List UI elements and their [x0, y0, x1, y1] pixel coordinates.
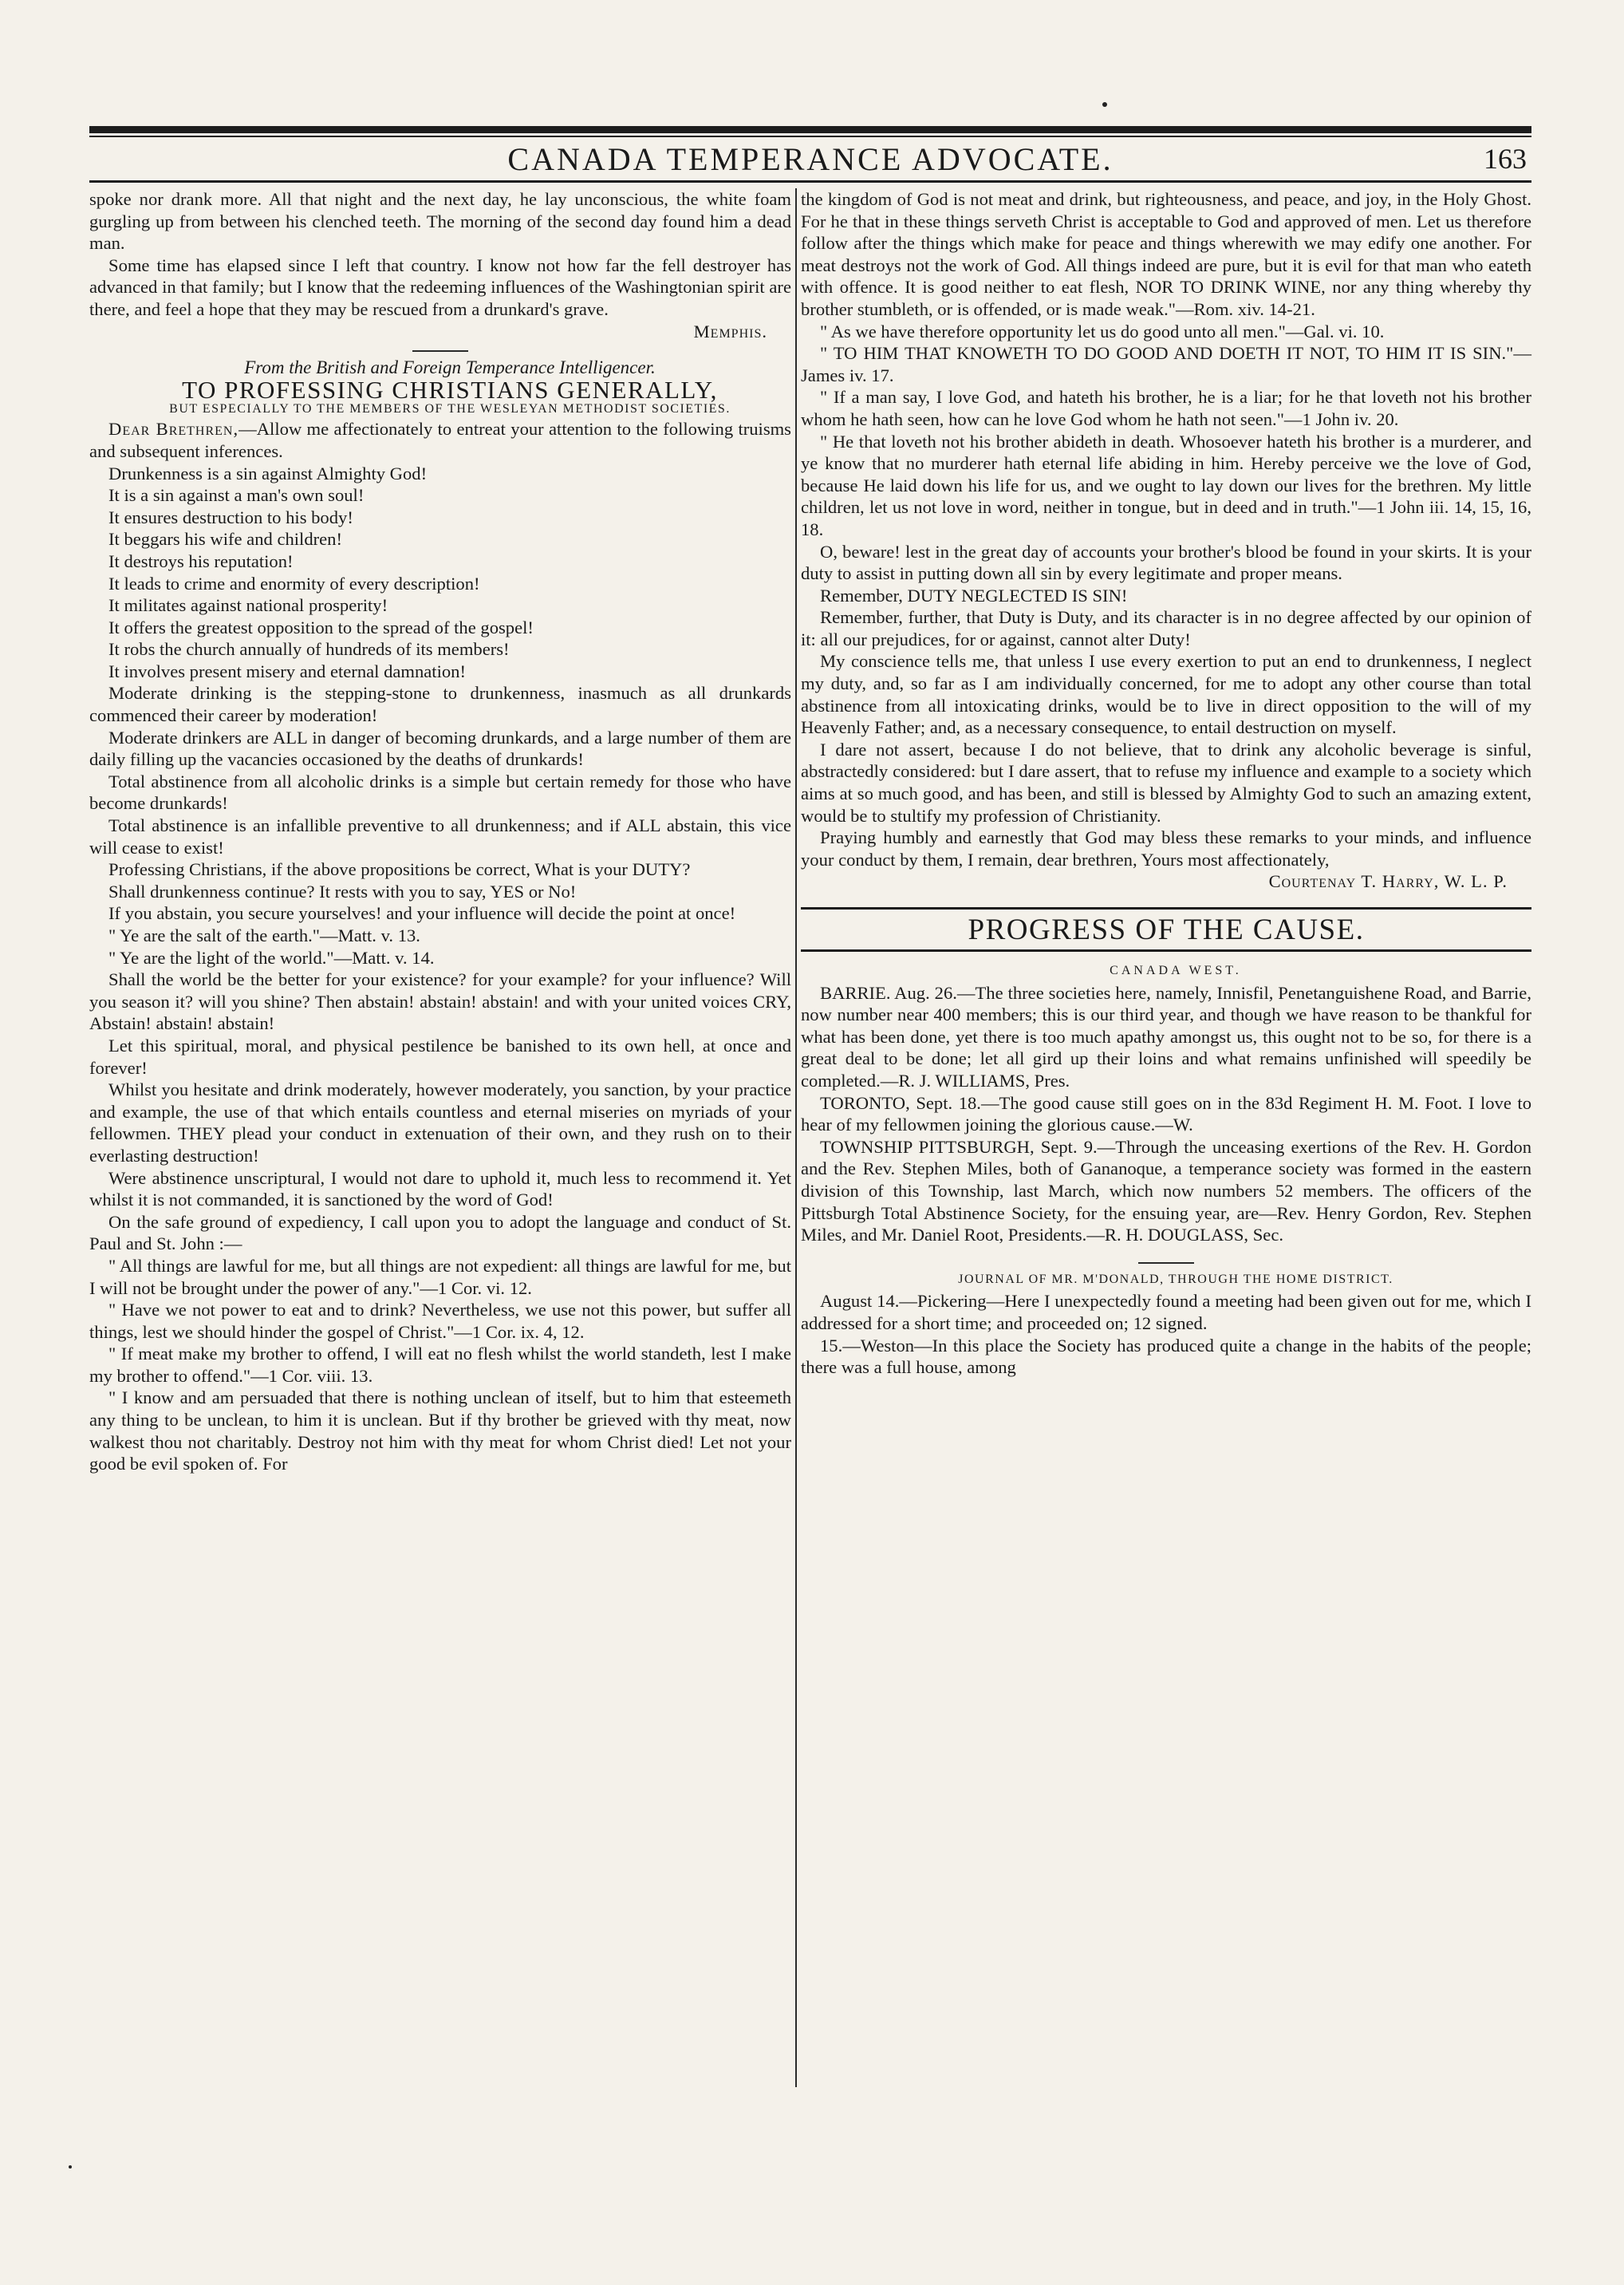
salutation-text: —Allow me affectionately to entreat your attention to the following truisms and subsequent inferences.	[89, 419, 791, 461]
salutation	[89, 418, 791, 462]
scripture-quote: " If meat make my brother to offend, I will eat no flesh whilst the world standeth, lest I make my brother to offend."—1 Cor. viii. 13.	[89, 1344, 791, 1386]
article-paragraph: Total abstinence is an infallible preventive to all drunkenness; and if ALL abstain, this vice will cease to exist!	[89, 815, 791, 858]
scripture-quote: " He that loveth not his brother abideth in death. Whosoever hateth his brother is a murderer, and ye know that no murderer hath eternal life abiding in him. Hereby perceive we the love of God, because He laid down his life for us, and we ought to lay down our lives for the brethren. My little children, let us not love in word, neither in tongue, but in deed and in truth."—1 John iii. 14, 15, 16, 18.	[801, 431, 1531, 539]
journal-heading: JOURNAL OF MR. M'DONALD, THROUGH THE HOME DISTRICT.	[958, 1272, 1393, 1286]
truism-item: It beggars his wife and children!	[108, 529, 342, 550]
article-paragraph: Whilst you hesitate and drink moderately, however moderately, you sanction, by your practice and example, the use of that which entails countless and eternal miseries on myriads of your fellowmen. THEY plead your conduct in extenuation of their own, and they rush on to their everlasting destruction!	[89, 1079, 791, 1166]
article-paragraph: If you abstain, you secure yourselves! and your influence will decide the point at once!	[108, 903, 736, 924]
report-paragraph: TORONTO, Sept. 18.—The good cause still goes on in the 83d Regiment H. M. Foot. I love to hear of my fellowmen joining the glorious cause.—W.	[801, 1092, 1531, 1135]
truism-item: It destroys his reputation!	[108, 551, 294, 571]
article-paragraph: Shall drunkenness continue? It rests with you to say, YES or No!	[108, 881, 577, 902]
masthead-rule	[89, 180, 1531, 183]
article-paragraph: Let this spiritual, moral, and physical pestilence be banished to its own hell, at once and forever!	[89, 1035, 791, 1078]
scripture-quote: " As we have therefore opportunity let us do good unto all men."—Gal. vi. 10.	[820, 321, 1385, 341]
article-paragraph: On the safe ground of expediency, I call upon you to adopt the language and conduct of St. Paul and St. John :—	[89, 1211, 791, 1254]
letter-signature: Courtenay T. Harry, W. L. P.	[1268, 871, 1508, 892]
article-paragraph: Moderate drinkers are ALL in danger of becoming drunkards, and a large number of them are daily filling up the vacancies occasioned by the deaths of drunkards!	[89, 727, 791, 770]
report-paragraph: BARRIE. Aug. 26.—The three societies here, namely, Innisfil, Penetanguishene Road, and Barrie, now number near 400 members; this is our third year, and though we have reason to be thankful for what has been done, yet there is too much apathy amongst us, this ought not to be so, for there is a great deal to be done; let all gird up their loins and what remains unfinished will speedily be completed.—R. J. WILLIAMS, Pres.	[801, 982, 1531, 1091]
scripture-quote: " All things are lawful for me, but all things are not expedient: all things are lawful for me, but I will not be brought under the power of any."—1 Cor. vi. 12.	[89, 1255, 791, 1298]
scripture-quote: " Have we not power to eat and to drink? Nevertheless, we use not this power, but suffer all things, lest we should hinder the gospel of Christ."—1 Cor. ix. 4, 12.	[89, 1300, 791, 1342]
journal-entry: August 14.—Pickering—Here I unexpectedly found a meeting had been given out for me, which I addressed for a short time; and proceeded on; 12 signed.	[801, 1291, 1531, 1333]
article-paragraph: O, beware! lest in the great day of accounts your brother's blood be found in your skirts. It is your duty to assist in putting down all sin by every legitimate and proper means.	[801, 541, 1531, 584]
article-paragraph: Shall the world be the better for your existence? for your example? for your influence? Will you season it? will you shine? Then abstain! abstain! abstain! and with your united voices CRY, Abstain! abstain! abstain!	[89, 969, 791, 1034]
truism-item: It is a sin against a man's own soul!	[108, 485, 365, 506]
journal-entry: 15.—Weston—In this place the Society has produced quite a change in the habits of the people; there was a full house, among	[801, 1335, 1531, 1378]
truism-item: It offers the greatest opposition to the spread of the gospel!	[108, 617, 534, 637]
article-signature: Memphis.	[693, 321, 767, 341]
article-source: From the British and Foreign Temperance Intelligencer.	[244, 357, 656, 378]
ink-speck	[1102, 102, 1107, 107]
scripture-quote: the kingdom of God is not meat and drink, but righteousness, and peace, and joy, in the Holy Ghost. For he that in these things serveth Christ is acceptable to God and approved of men. Let us therefore follow after the things which make for peace and things wherewith we may edify one another. For meat destroys not the work of God. All things indeed are pure, but it is evil for that man who eateth with offence. It is good neither to eat flesh, NOR TO DRINK WINE, nor any thing whereby thy brother stumbleth, or is offended, or is made weak."—Rom. xiv. 14-21.	[801, 189, 1531, 319]
article-paragraph: Some time has elapsed since I left that country. I know not how far the fell destroyer has advanced in that family; but I know that the redeeming influences of the Washingtonian spirit are there, and feel a hope that they may be rescued from a drunkard's grave.	[89, 255, 791, 319]
article-paragraph: Praying humbly and earnestly that God may bless these remarks to your minds, and influence your conduct by them, I remain, dear brethren, Yours most affectionately,	[801, 827, 1531, 870]
scripture-quote: " I know and am persuaded that there is nothing unclean of itself, but to him that esteemeth any thing to be unclean, to him it is unclean. But if thy brother be grieved with thy meat, now walkest thou not charitably. Destroy not him with thy meat for whom Christ died! Let not your good be evil spoken of. For	[89, 1387, 791, 1474]
truism-item: It involves present misery and eternal damnation!	[108, 661, 466, 681]
truism-item: It robs the church annually of hundreds of its members!	[108, 639, 510, 660]
page-number: 163	[1484, 143, 1527, 175]
right-column	[801, 188, 1531, 1379]
report-paragraph: TOWNSHIP PITTSBURGH, Sept. 9.—Through the unceasing exertions of the Rev. H. Gordon and the Rev. Stephen Miles, both of Gananoque, a temperance society was formed in the eastern division of this Township, last March, which now numbers 52 members. The officers of the Pittsburgh Total Abstinence Society, for the ensuing year, are—Rev. Henry Gordon, Rev. Stephen Miles, and Mr. Daniel Root, Presidents.—R. H. DOUGLASS, Sec.	[801, 1136, 1531, 1245]
masthead	[89, 137, 1531, 179]
truism-list	[89, 463, 791, 683]
article-continuation: spoke nor drank more. All that night and the next day, he lay unconscious, the white foam gurgling up from between his clenched teeth. The morning of the second day found him a dead man.	[89, 189, 791, 254]
section-title: PROGRESS OF THE CAUSE.	[801, 907, 1531, 952]
truism-item: Drunkenness is a sin against Almighty God!	[108, 463, 428, 483]
scripture-quote: " If a man say, I love God, and hateth his brother, he is a liar; for he that loveth not his brother whom he hath seen, how can he love God whom he hath not seen."—1 John iv. 20.	[801, 387, 1531, 429]
article-paragraph: Remember, DUTY NEGLECTED IS SIN!	[820, 585, 1128, 606]
article-paragraph: I dare not assert, because I do not believe, that to drink any alcoholic beverage is sinful, abstractedly considered: but I dare assert, that to refuse my influence and example to a society which aims at so much good, and has been, and still is blessed by Almighty God to such an amazing extent, would be to stultify my profession of Christianity.	[801, 739, 1531, 826]
salutation-name: Dear Brethren,	[108, 419, 239, 440]
scripture-quote: " Ye are the light of the world."—Matt. v. 14.	[108, 947, 435, 968]
region-heading: CANADA WEST.	[1110, 964, 1242, 977]
scripture-quote: " Ye are the salt of the earth."—Matt. v. 13.	[108, 925, 420, 945]
article-paragraph: Moderate drinking is the stepping-stone to drunkenness, inasmuch as all drunkards commenced their career by moderation!	[89, 683, 791, 726]
masthead-title: CANADA TEMPERANCE ADVOCATE.	[507, 141, 1114, 177]
top-rule	[89, 126, 1531, 133]
column-divider	[795, 188, 797, 2087]
truism-item: It leads to crime and enormity of every description!	[108, 573, 480, 594]
divider-rule	[412, 350, 468, 352]
scripture-quote: " TO HIM THAT KNOWETH TO DO GOOD AND DOETH IT NOT, TO HIM IT IS SIN."—James iv. 17.	[801, 343, 1531, 385]
left-column	[89, 188, 791, 1475]
article-heading: TO PROFESSING CHRISTIANS GENERALLY,	[182, 375, 718, 404]
article-paragraph: Remember, further, that Duty is Duty, and its character is in no degree affected by our opinion of it: all our prejudices, for or against, cannot alter Duty!	[801, 607, 1531, 649]
truism-item: It ensures destruction to his body!	[108, 507, 353, 527]
divider-rule	[1138, 1262, 1194, 1264]
article-paragraph: My conscience tells me, that unless I use every exertion to put an end to drunkenness, I neglect my duty, and, so far as I am individually concerned, for me to adopt any other course than total abstinence from all intoxicating drinks, would be to live in direct opposition to the will of my Heavenly Father; and, as a necessary consequence, to entail destruction on myself.	[801, 651, 1531, 738]
ink-speck	[69, 2165, 72, 2169]
truism-item: It militates against national prosperity!	[108, 595, 388, 616]
article-paragraph: Were abstinence unscriptural, I would not dare to uphold it, much less to recommend it. Yet whilst it is not commanded, it is sanctioned by the word of God!	[89, 1167, 791, 1210]
article-paragraph: Professing Christians, if the above propositions be correct, What is your DUTY?	[108, 859, 691, 880]
article-paragraph: Total abstinence from all alcoholic drinks is a simple but certain remedy for those who have become drunkards!	[89, 771, 791, 814]
article-subheading: BUT ESPECIALLY TO THE MEMBERS OF THE WESLEYAN METHODIST SOCIETIES.	[169, 402, 731, 416]
